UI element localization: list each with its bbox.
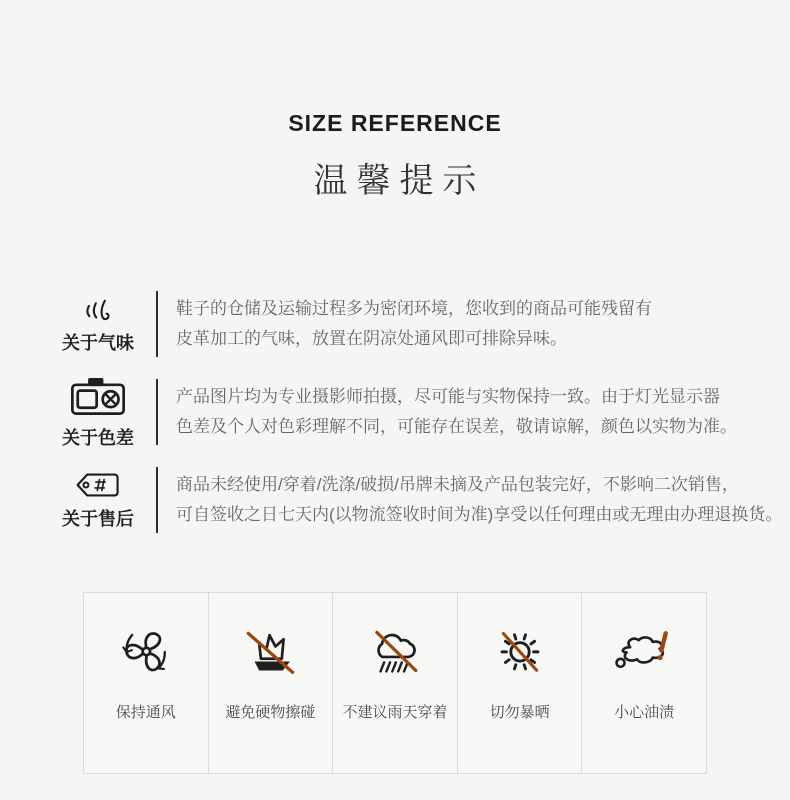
section-color-label: 关于色差 — [62, 428, 134, 448]
smell-icon — [78, 293, 118, 324]
care-label: 切勿暴晒 — [489, 704, 550, 721]
care-label: 避免硬物擦碰 — [225, 704, 316, 721]
text-line: 鞋子的仓储及运输过程多为密闭环境，您收到的商品可能残留有 — [176, 299, 652, 318]
fan-icon — [117, 621, 174, 681]
no-rain-icon — [366, 621, 424, 681]
text-line: 皮革加工的气味，放置在阴凉处通风即可排除异味。 — [176, 329, 567, 348]
page-title: SIZE REFERENCE — [288, 110, 502, 136]
care-cell-ventilation — [84, 593, 209, 773]
camera-icon — [69, 374, 127, 419]
care-cell-oil — [582, 593, 706, 773]
text-line: 商品未经使用/穿着/洗涤/破损/吊牌未摘及产品包装完好，不影响二次销售， — [176, 475, 739, 494]
oil-warning-icon — [611, 621, 677, 681]
text-line: 产品图片均为专业摄影师拍摄，尽可能与实物保持一致。由于灯光显示器 — [176, 387, 720, 406]
text-line: 可自签收之日七天内(以物流签收时间为准)享受以任何理由或无理由办理退换货。 — [176, 505, 783, 524]
notice-sections — [0, 288, 790, 536]
page-header — [0, 0, 790, 202]
section-odor — [40, 288, 765, 360]
divider — [156, 291, 158, 357]
section-color — [40, 376, 765, 448]
tag-icon — [73, 470, 123, 500]
care-label: 不建议雨天穿着 — [342, 704, 448, 721]
text-line: 色差及个人对色彩理解不同，可能存在误差，敬请谅解，颜色以实物为准。 — [176, 417, 737, 436]
section-aftersales-left — [40, 470, 156, 531]
section-aftersales-label: 关于售后 — [62, 508, 134, 529]
care-cell-no-rain — [333, 593, 458, 773]
section-aftersales-text — [176, 470, 782, 530]
section-color-text — [176, 382, 737, 442]
section-color-left — [40, 374, 156, 450]
care-label: 保持通风 — [115, 704, 176, 721]
page-subtitle: 温馨提示 — [313, 162, 486, 200]
care-cell-no-sun — [458, 593, 583, 773]
care-cell-no-scrape — [209, 593, 334, 773]
no-hard-scrape-icon — [241, 621, 299, 681]
section-aftersales — [40, 464, 783, 536]
divider — [156, 467, 158, 533]
care-instructions-grid — [83, 592, 707, 774]
care-label: 小心油渍 — [614, 704, 675, 721]
section-odor-text — [176, 294, 652, 354]
section-odor-left — [40, 293, 156, 355]
section-odor-label: 关于气味 — [62, 333, 134, 353]
no-sun-icon — [492, 621, 548, 681]
divider — [156, 379, 158, 445]
